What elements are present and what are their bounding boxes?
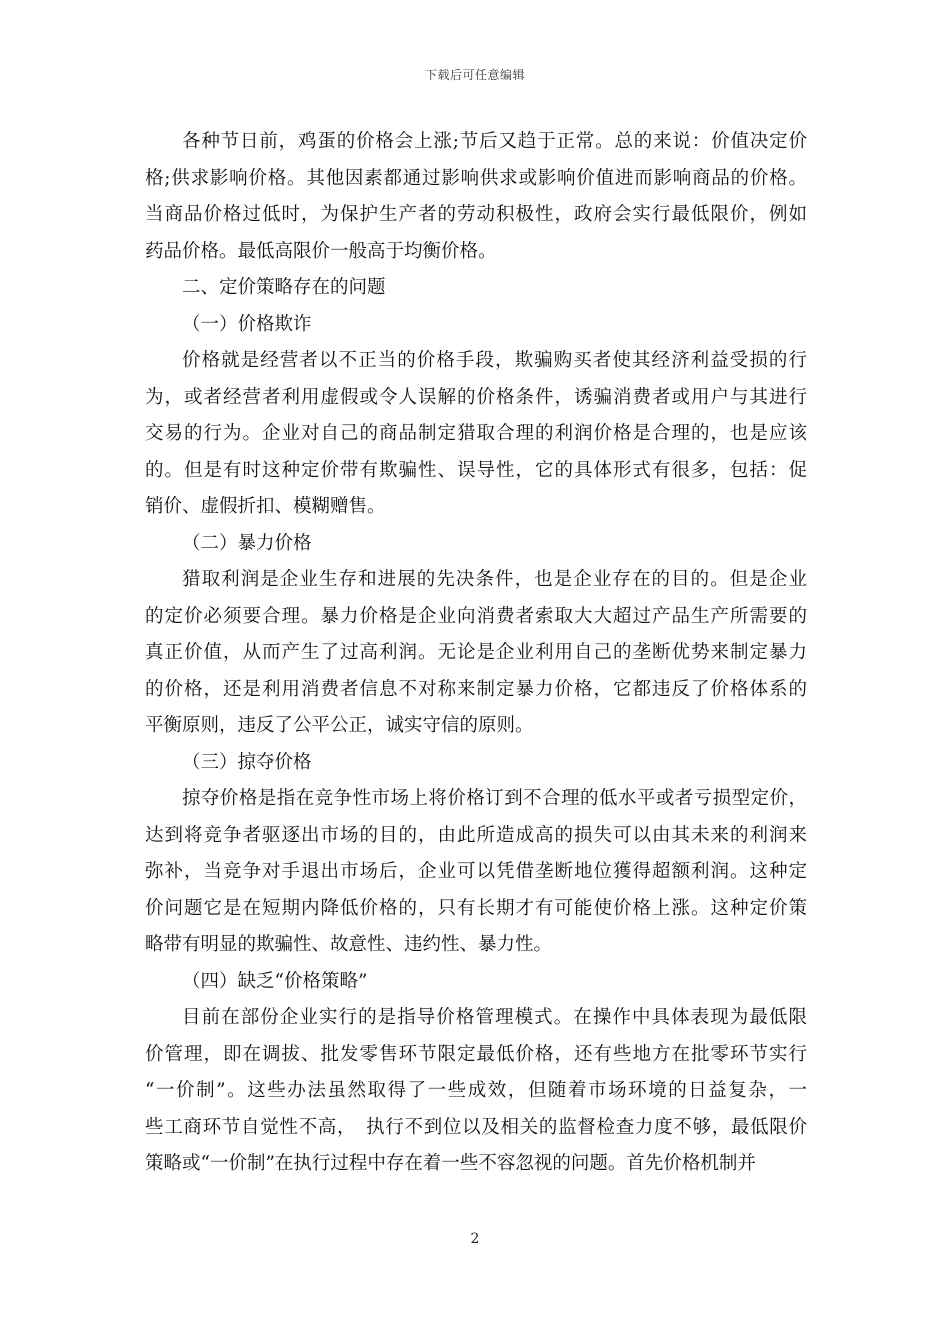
paragraph-line: 销价、虚假折扣、模糊赠售。 [145,496,386,517]
paragraph-line: 略带有明显的欺骗性、故意性、违约性、暴力性。 [145,934,553,955]
paragraph-line: 真正价值，从而产生了过高利润。无论是企业利用自己的垄断优势来制定暴力 [145,642,807,663]
document-body [145,124,807,1183]
paragraph-line: 当商品价格过低时，为保护生产者的劳动积极性，政府会实行最低限价，例如 [145,204,807,225]
paragraph-line: 价问题它是在短期内降低价格的，只有长期才有可能使价格上涨。这种定价策 [145,897,807,919]
paragraph [145,343,807,526]
paragraph-line: 为，或者经营者利用虚假或令人误解的价格条件，诱骗消费者或用户与其进行 [145,386,807,408]
page-number: 2 [470,1231,480,1247]
paragraph-line: 价管理，即在调拔、批发零售环节限定最低价格，还有些地方在批零环节实行 [145,1043,807,1065]
paragraph-line: 的。但是有时这种定价带有欺骗性、误导性，它的具体形式有很多，包括：促 [145,459,807,481]
paragraph-line: 的价格，还是利用消费者信息不对称来制定暴力价格，它都违反了价格体系的 [145,678,807,700]
paragraph-line: 猎取利润是企业生存和进展的先决条件，也是企业存在的目的。但是企业 [182,569,807,590]
subsection-heading: （二）暴力价格 [182,532,312,554]
paragraph-line: 弥补，当竞争对手退出市场后，企业可以凭借垄断地位獲得超额利润。这种定 [145,861,807,882]
paragraph [145,562,807,745]
paragraph [145,1000,807,1183]
subsection-heading: （一）价格欺诈 [182,313,312,335]
paragraph-line: 的定价必须要合理。暴力价格是企业向消费者索取大大超过产品生产所需要的 [145,605,807,627]
paragraph [145,781,807,964]
paragraph-line: 平衡原则，违反了公平公正，诚实守信的原则。 [145,715,534,736]
paragraph-line: 药品价格。最低高限价一般高于均衡价格。 [145,240,497,262]
paragraph-line: 格;供求影响价格。其他因素都通过影响供求或影响价值进而影响商品的价格。 [145,167,807,189]
section-heading: 二、定价策略存在的问题 [182,277,386,298]
header-note: 下载后可任意编辑 [424,68,525,82]
subsection-heading: （三）掠夺价格 [182,751,312,773]
paragraph-line: 些工商环节自觉性不高， 执行不到位以及相关的监督检查力度不够，最低限价 [145,1116,807,1138]
subsection-heading: （四）缺乏“价格策略” [182,970,368,992]
paragraph-line: 各种节日前，鸡蛋的价格会上涨;节后又趋于正常。总的来说：价值决定价 [182,131,807,152]
paragraph-line: 达到将竞争者驱逐出市场的目的，由此所造成高的损失可以由其未来的利润来 [145,824,807,846]
paragraph-line: 目前在部份企业实行的是指导价格管理模式。在操作中具体表现为最低限 [182,1007,807,1028]
paragraph-line: 交易的行为。企业对自己的商品制定猎取合理的利润价格是合理的，也是应该 [145,423,807,444]
paragraph-line: 价格就是经营者以不正当的价格手段，欺骗购买者使其经济利益受损的行 [182,350,807,371]
paragraph-line: “一价制”。这些办法虽然取得了一些成效，但随着市场环境的日益复杂，一 [145,1080,807,1101]
paragraph-line: 策略或“一价制”在执行过程中存在着一些不容忽视的问题。首先价格机制并 [145,1153,756,1174]
paragraph-line: 掠夺价格是指在竞争性市场上将价格订到不合理的低水平或者亏损型定价， [182,788,807,809]
paragraph [145,124,807,270]
